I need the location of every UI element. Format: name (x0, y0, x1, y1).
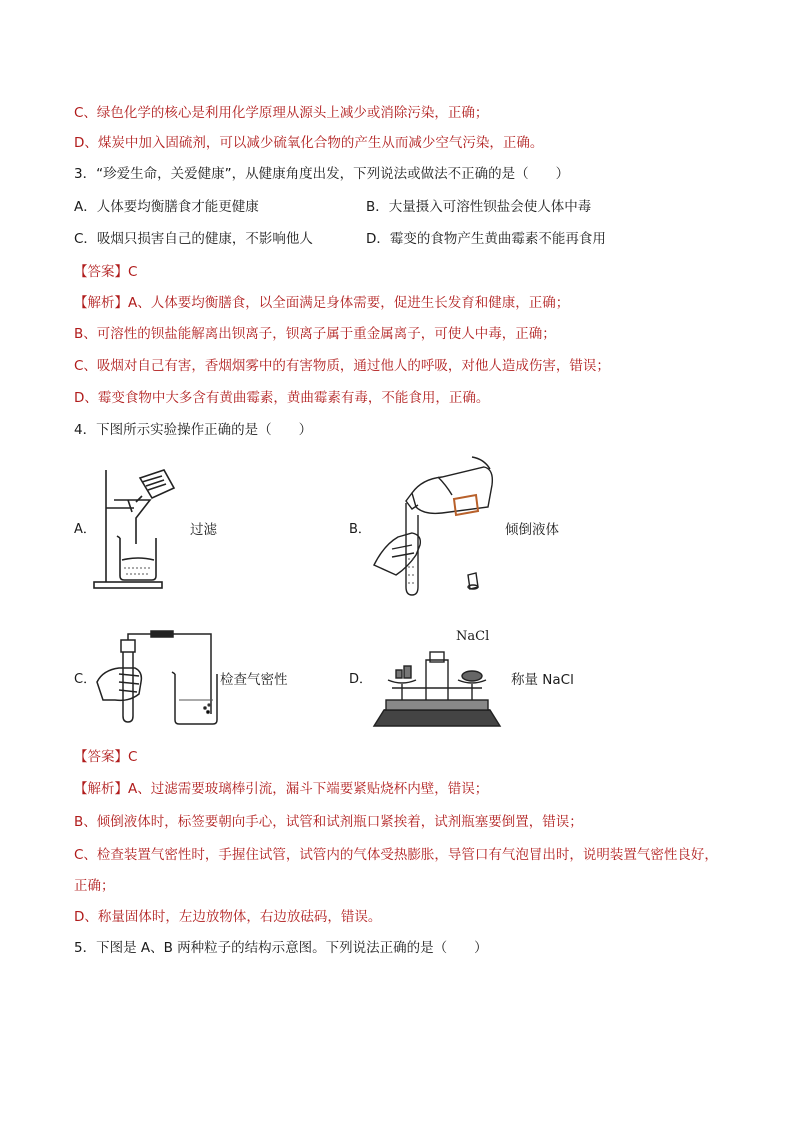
q4-stem: 4．下图所示实验操作正确的是（ ） (74, 422, 313, 438)
figure-d-letter: D． (349, 672, 373, 687)
q4-analysis-b: B、倾倒液体时，标签要朝向手心，试管和试剂瓶口紧挨着，试剂瓶塞要倒置，错误； (74, 814, 583, 830)
figure-a-letter: A． (74, 522, 96, 537)
filtration-apparatus-diagram (92, 460, 202, 590)
q2-analysis-c: C、绿色化学的核心是利用化学原理从源头上减少或消除污染，正确； (74, 105, 489, 121)
q3-analysis-d: D、霉变食物中大多含有黄曲霉素，黄曲霉素有毒，不能食用，正确。 (74, 390, 490, 406)
q4-answer: 【答案】C (74, 749, 138, 765)
q3-option-a: A．人体要均衡膳食才能更健康 (74, 199, 259, 215)
airtightness-check-diagram (95, 630, 225, 730)
q5-stem: 5．下图是 A、B 两种粒子的结构示意图。下列说法正确的是（ ） (74, 940, 488, 956)
figure-c-letter: C． (74, 672, 97, 687)
pouring-liquid-diagram (372, 455, 497, 605)
figure-a-caption: 过滤 (190, 522, 217, 538)
q3-analysis-a: 【解析】A、人体要均衡膳食，以全面满足身体需要，促进生长发育和健康，正确； (74, 295, 570, 311)
figure-d-nacl-label: NaCl (456, 629, 490, 644)
figure-b-caption: 倾倒液体 (505, 522, 559, 538)
q4-analysis-a: 【解析】A、过滤需要玻璃棒引流，漏斗下端要紧贴烧杯内壁，错误； (74, 781, 489, 797)
q4-analysis-d: D、称量固体时，左边放物体，右边放砝码，错误。 (74, 909, 382, 925)
q3-answer: 【答案】C (74, 264, 138, 280)
q3-option-b: B．大量摄入可溶性钡盐会使人体中毒 (366, 199, 592, 215)
q2-analysis-d: D、煤炭中加入固硫剂，可以减少硫氧化合物的产生从而减少空气污染，正确。 (74, 135, 544, 151)
q4-analysis-c: C、检查装置气密性时，手握住试管，试管内的气体受热膨胀，导管口有气泡冒出时，说明装置气密性良好， (74, 847, 718, 863)
figure-c-caption: 检查气密性 (220, 672, 288, 688)
figure-b-letter: B． (349, 522, 371, 537)
figure-d-caption: 称量 NaCl (511, 672, 574, 688)
q3-option-c: C．吸烟只损害自己的健康，不影响他人 (74, 231, 313, 247)
q3-analysis-b: B、可溶性的钡盐能解离出钡离子，钡离子属于重金属离子，可使人中毒，正确； (74, 326, 556, 342)
q3-option-d: D．霉变的食物产生黄曲霉素不能再食用 (366, 231, 606, 247)
q4-analysis-c-continued: 正确； (74, 878, 115, 894)
q3-stem: 3．“珍爱生命，关爱健康”，从健康角度出发，下列说法或做法不正确的是（ ） (74, 166, 570, 182)
q3-analysis-c: C、吸烟对自己有害，香烟烟雾中的有害物质，通过他人的呼吸，对他人造成伤害，错误； (74, 358, 610, 374)
